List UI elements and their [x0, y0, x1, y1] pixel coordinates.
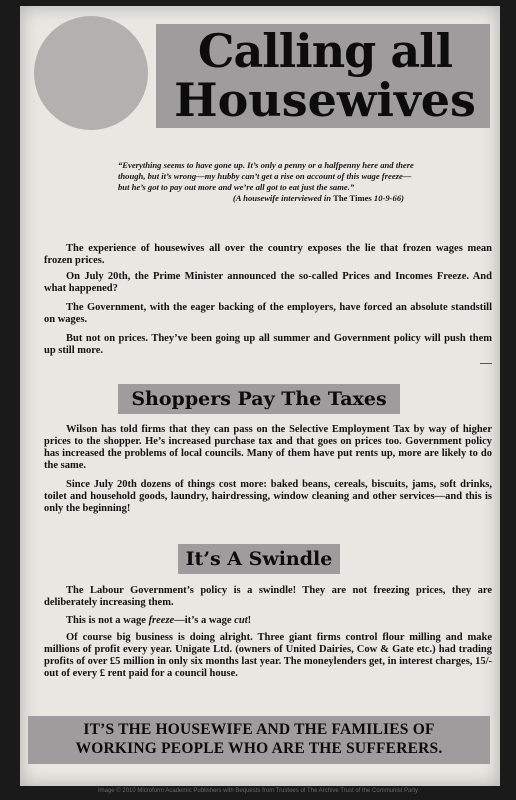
wage-text-c: —it’s a wage	[174, 615, 235, 626]
section-heading-taxes: Shoppers Pay The Taxes	[118, 384, 400, 414]
quote-attribution	[118, 193, 414, 204]
decorative-circle	[34, 16, 148, 130]
title-banner	[156, 24, 490, 128]
intro-paragraph-4: But not on prices. They’ve been going up all summer and Government policy will push them up still more.	[44, 333, 492, 356]
taxes-paragraph-1: Wilson has told firms that they can pass on the Selective Employment Tax by way of higher prices to the shopper. He’s increased purchase tax and that goes on prices too. Government policy has increased the problems of local councils. Many of them have put rents up, more are likely to do the same.	[44, 424, 492, 471]
intro-paragraph-3: The Government, with the eager backing of the employers, have forced an absolute standstill on wages.	[44, 302, 492, 325]
intro-paragraph-2: On July 20th, the Prime Minister announced the so-called Prices and Incomes Freeze. And what happened?	[44, 271, 492, 294]
housewife-quote	[118, 160, 414, 204]
wage-text-e: !	[247, 615, 252, 626]
archive-credit: Image © 2010 Microform Academic Publishers with Bequests from Trustees of The Archive Trust of the Communist Party	[97, 788, 419, 794]
attribution-date: 10-9-66)	[371, 193, 404, 203]
footer-banner	[28, 716, 490, 764]
wage-text-a: This is not a wage	[66, 615, 149, 626]
title-line-2: Housewives	[174, 73, 476, 127]
wage-cut-emphasis: cut	[234, 615, 248, 626]
swindle-paragraph-1: The Labour Government’s policy is a swindle! They are not freezing prices, they are deliberately increasing them.	[44, 585, 492, 608]
intro-paragraph-1: The experience of housewives all over the country exposes the lie that frozen wages mean frozen prices.	[44, 243, 492, 266]
wage-freeze-emphasis: freeze	[148, 615, 175, 626]
quote-text: “Everything seems to have gone up. It’s only a penny or a halfpenny here and there though, but it’s wrong—my hubby can’t get a rise on account of this wage freeze—but he’s got to pay out more and we’re all got to eat just the same.”	[118, 160, 414, 192]
divider	[480, 363, 492, 364]
title-line-1: Calling all	[197, 24, 453, 78]
footer-line-2: WORKING PEOPLE WHO ARE THE SUFFERERS.	[75, 740, 443, 757]
leaflet-page	[20, 6, 500, 786]
swindle-paragraph-2	[44, 615, 492, 627]
swindle-paragraph-3: Of course big business is doing alright. Three giant firms control flour milling and make millions of profit every year. Unigate Ltd. (owners of United Dairies, Cow & Gate etc.) had trading profits of over £5 million in only six months last year. The moneylenders get, in interest charges, 15/- out of every £ rent paid for a council house.	[44, 632, 492, 679]
attribution-prefix: (A housewife interviewed in	[232, 193, 334, 203]
section-heading-swindle: It’s A Swindle	[178, 544, 340, 574]
footer-line-1: IT’S THE HOUSEWIFE AND THE FAMILIES OF	[83, 721, 435, 738]
taxes-paragraph-2: Since July 20th dozens of things cost more: baked beans, cereals, biscuits, jams, soft drinks, toilet and household goods, laundry, hairdressing, window cleaning and other services—and this is only the beginning!	[44, 479, 492, 514]
attribution-source: The Times	[333, 193, 372, 203]
